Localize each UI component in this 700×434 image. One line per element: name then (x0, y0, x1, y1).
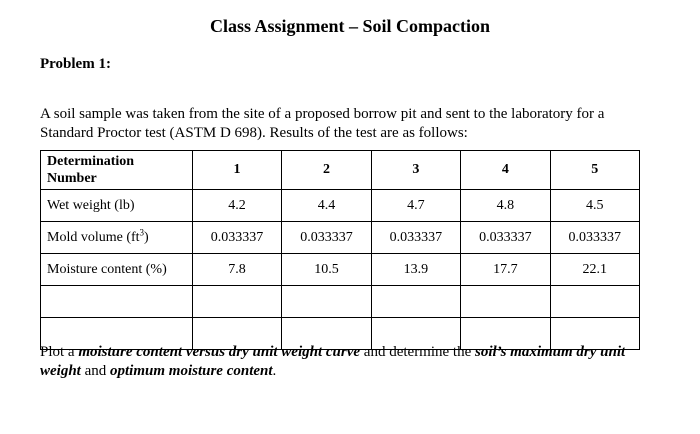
task-emphasis-curve: moisture content versus dry unit weight curve (78, 344, 361, 360)
determination-5-header: 5 (550, 151, 639, 190)
determination-2-header: 2 (282, 151, 371, 190)
table-cell: 4.2 (192, 190, 281, 222)
problem-heading: Problem 1: (40, 56, 111, 72)
table-cell: 17.7 (461, 254, 550, 286)
table-cell: 22.1 (550, 254, 639, 286)
mold-volume-label-text: Mold volume (ft (47, 229, 140, 245)
table-cell: 4.8 (461, 190, 550, 222)
table-cell: 0.033337 (371, 222, 460, 254)
table-row-moisture-content (41, 254, 640, 286)
determination-4-header: 4 (461, 151, 550, 190)
table-cell: 0.033337 (282, 222, 371, 254)
table-cell: 10.5 (282, 254, 371, 286)
table-cell-empty (461, 286, 550, 318)
task-emphasis-optimum-moisture: optimum moisture content (110, 363, 273, 379)
table-cell: 13.9 (371, 254, 460, 286)
table-cell: 0.033337 (461, 222, 550, 254)
mold-volume-label-close: ) (144, 229, 149, 245)
table-row-wet-weight (41, 190, 640, 222)
table-cell: 0.033337 (550, 222, 639, 254)
task-text: . (272, 363, 277, 379)
determination-1-header: 1 (192, 151, 281, 190)
table-cell: 7.8 (192, 254, 281, 286)
mold-volume-label-superscript: 3 (139, 226, 145, 237)
task-instructions (40, 343, 660, 381)
table-cell-empty (41, 286, 193, 318)
table-cell-empty (282, 286, 371, 318)
row-label-moisture-content: Moisture content (%) (41, 254, 193, 286)
intro-paragraph: A soil sample was taken from the site of a proposed borrow pit and sent to the laboratory for a Standard Proctor test (ASTM D 698). Results of the test are as follows: (40, 106, 605, 141)
table-cell-empty (371, 286, 460, 318)
table-header-row (41, 151, 640, 190)
row-label-mold-volume (41, 222, 193, 254)
table-cell-empty (550, 286, 639, 318)
table-row-empty (41, 286, 640, 318)
determination-number-header: Determination Number (47, 154, 135, 186)
table-cell: 4.4 (282, 190, 371, 222)
task-text: and determine the (360, 344, 476, 360)
proctor-test-table (40, 150, 640, 350)
table-cell-empty (192, 286, 281, 318)
task-text: Plot a (40, 344, 79, 360)
header-label-cell (41, 151, 193, 190)
task-emphasis-max-dry-unit-weight: soil’s maximum dry unit weight (40, 344, 626, 379)
page-title: Class Assignment – Soil Compaction (209, 16, 491, 36)
row-label-wet-weight: Wet weight (lb) (41, 190, 193, 222)
task-text: and (80, 363, 111, 379)
table-cell: 4.5 (550, 190, 639, 222)
determination-3-header: 3 (371, 151, 460, 190)
table-row-mold-volume (41, 222, 640, 254)
table-cell: 0.033337 (192, 222, 281, 254)
table-cell: 4.7 (371, 190, 460, 222)
